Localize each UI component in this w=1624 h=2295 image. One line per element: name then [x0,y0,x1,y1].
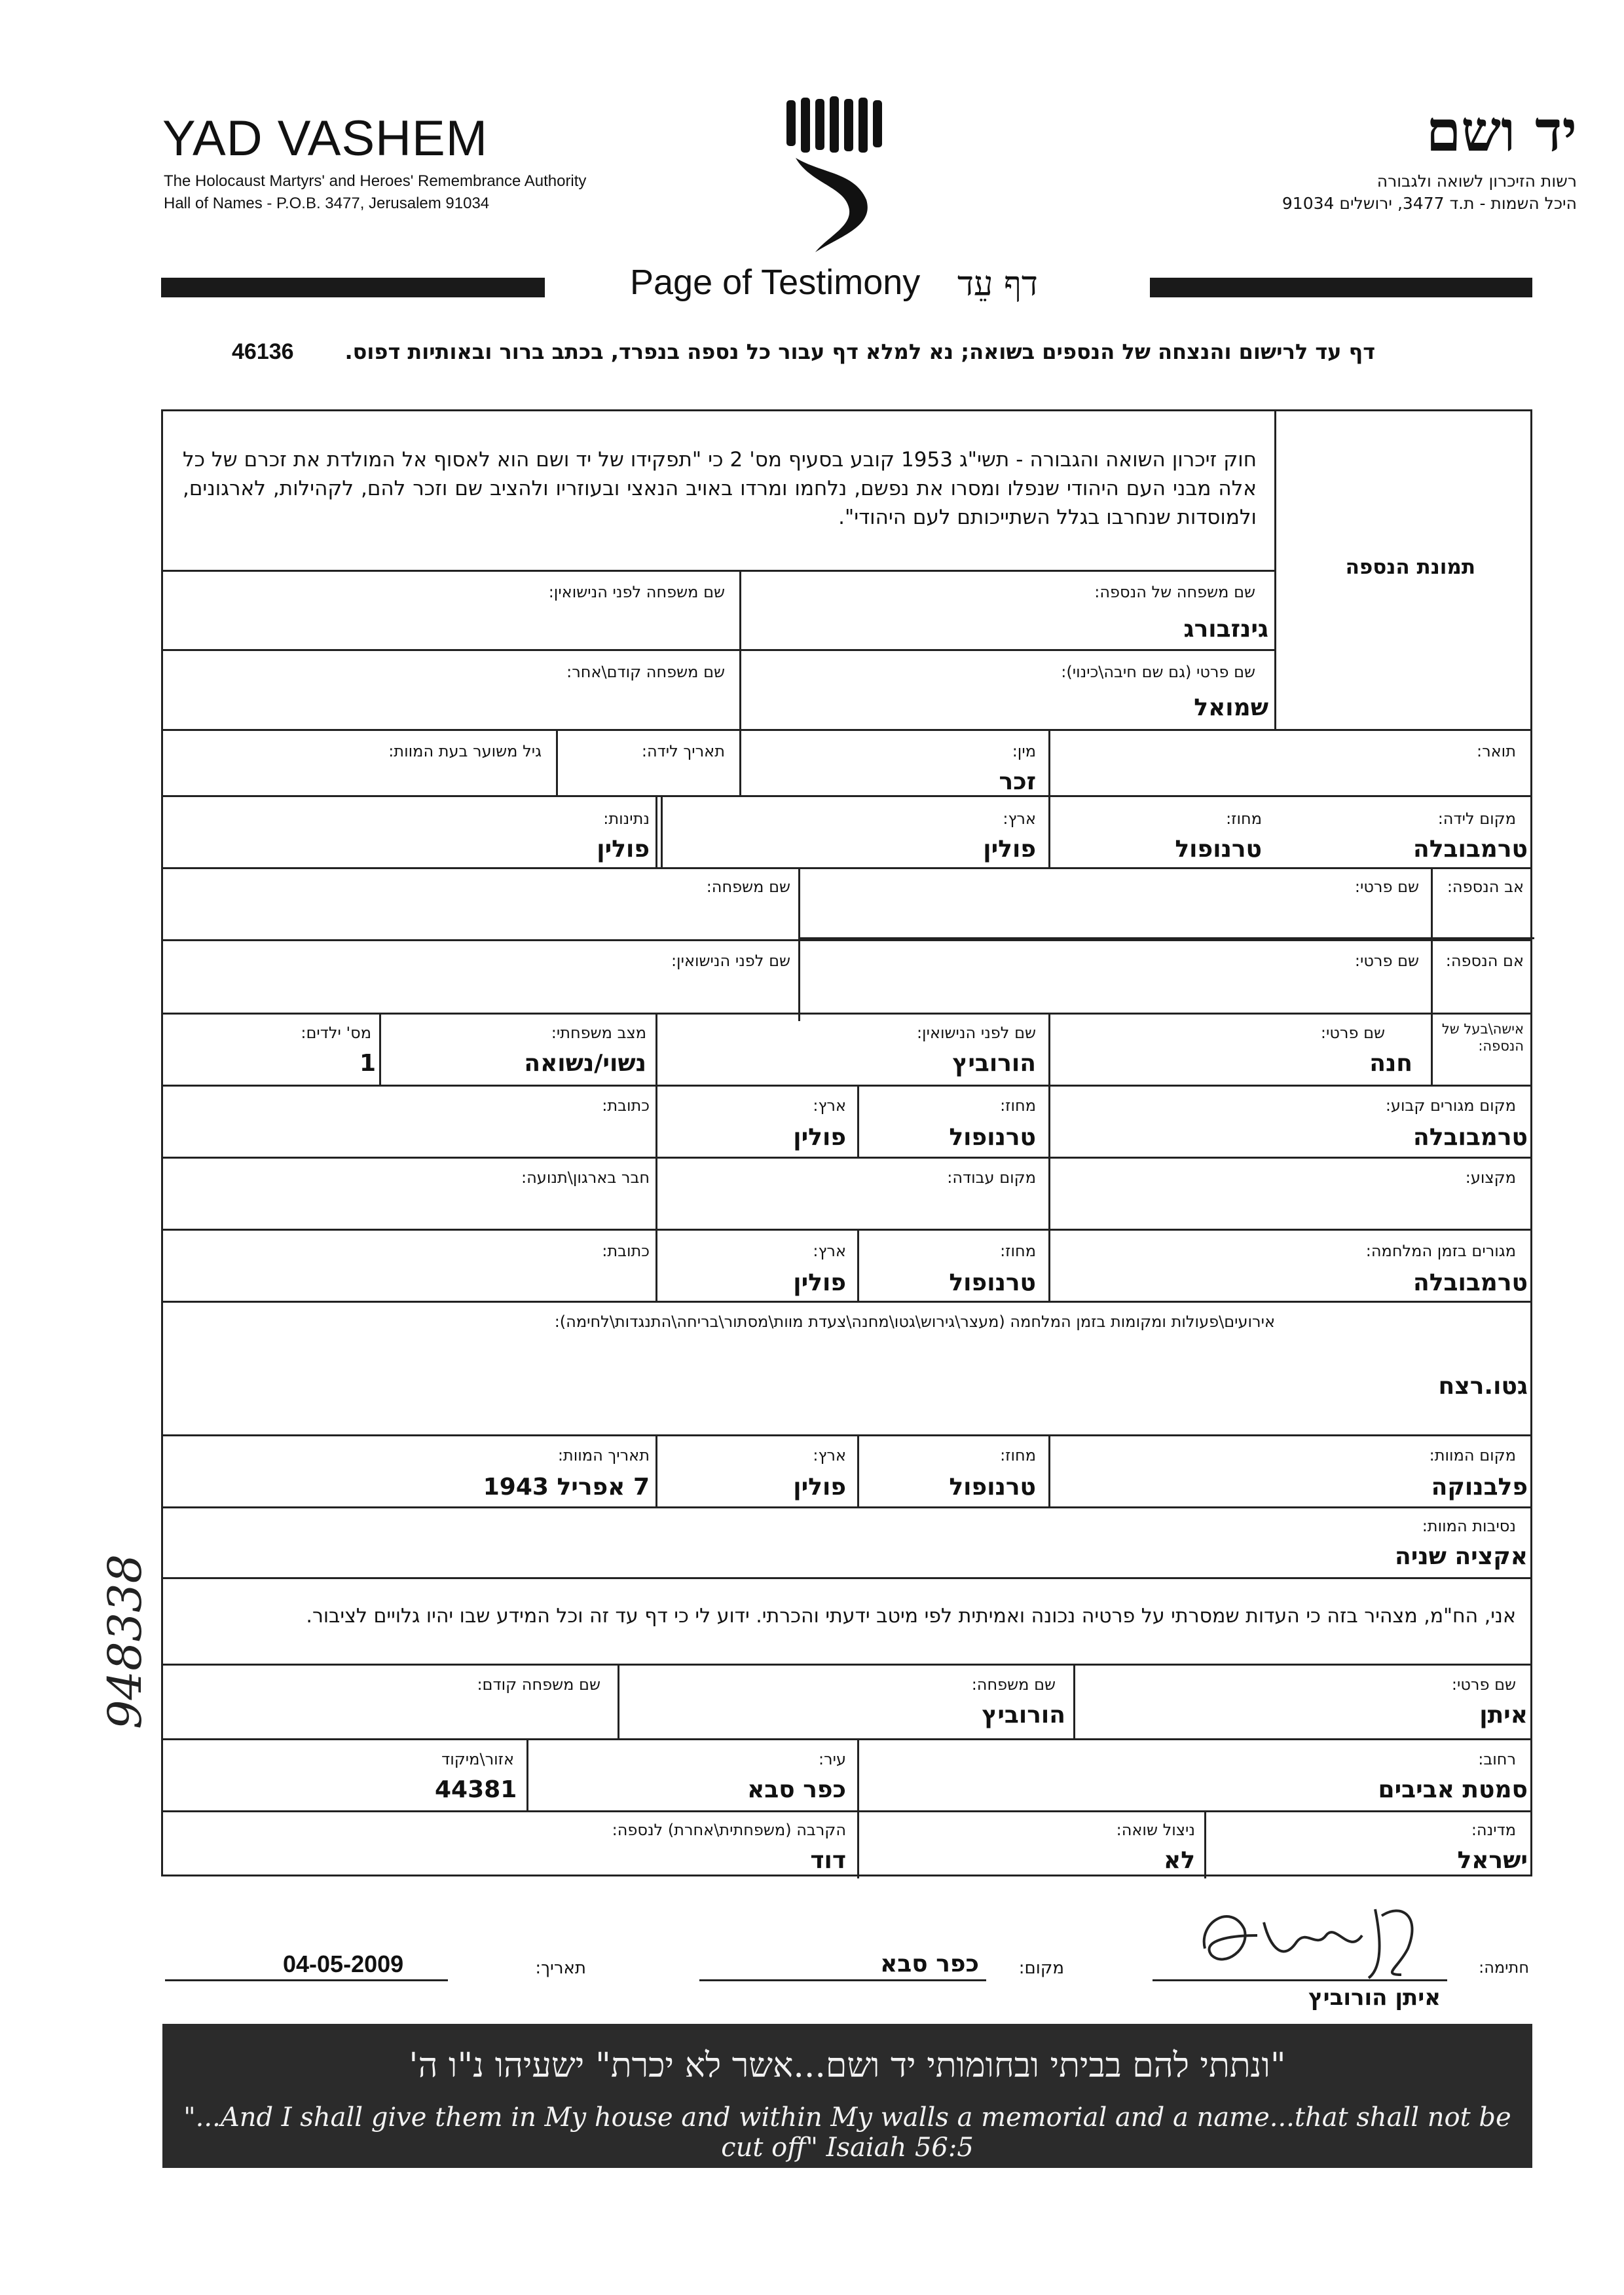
photo-label: תמונת הנספה [1345,555,1475,579]
line [655,1085,657,1301]
photo-divider [1274,411,1276,729]
mother-maiden-label: שם לפני הנישואין: [671,952,790,970]
death-date-label: תאריך המוות: [557,1446,650,1465]
birth-district-value: טרנופול [1175,836,1262,863]
line [163,570,1274,572]
line [163,795,1530,797]
first-name-value: שמואל [1194,694,1268,721]
submitter-city-label: עיר: [818,1750,846,1768]
relation-label: הקרבה (משפחתית\אחרת) לנספה: [612,1821,846,1839]
wartime-country-value: פולין [793,1269,846,1296]
organization-label: חבר בארגון\תנועה: [521,1168,650,1187]
line [163,1301,1530,1303]
line [379,1013,381,1085]
line [1204,1810,1206,1878]
wartime-place-value: טרמבובלה [1413,1269,1528,1296]
birth-date-label: תאריך לידה: [641,742,725,760]
signature-label: חתימה: [1479,1958,1529,1977]
line [1431,867,1433,1021]
org-name-en: YAD VASHEM [162,111,489,166]
birth-place-label: מקום לידה: [1437,810,1516,828]
children-value: 1 [360,1050,377,1077]
survivor-value: לא [1164,1847,1195,1874]
birth-district-label: מחוז: [1226,810,1262,828]
line [526,1738,528,1810]
line [857,1229,859,1301]
line [655,795,657,867]
line [163,1810,1530,1812]
form-number: 46136 [232,339,294,364]
residence-address-label: כתובת: [602,1096,650,1115]
org-line-he-2: היכל השמות - ת.ד 3477, ירושלים 91034 [1282,194,1577,213]
family-name-value: גינזבורג [1183,616,1268,643]
submitter-first-name-label: שם פרטי: [1451,1675,1516,1694]
header-bar-right [1150,278,1532,297]
death-country-label: ארץ: [813,1446,846,1465]
submitter-family-name-value: הורוביץ [982,1702,1065,1728]
submitter-prev-name-label: שם משפחה קודם: [477,1675,600,1694]
line [1048,729,1050,795]
handwritten-signature [1185,1896,1447,1988]
line [618,1664,619,1738]
death-date-value: 7 אפריל 1943 [483,1474,650,1501]
line [163,1157,1530,1159]
line [857,1434,859,1506]
submitter-street-value: סמטת אביבים [1378,1776,1528,1803]
death-circumstances-label: נסיבות המוות: [1422,1517,1516,1535]
org-address-he [1118,170,1577,215]
date-label: תאריך: [535,1958,586,1978]
mother-row-label: אם הנספה: [1445,952,1524,970]
residence-district-value: טרנופול [949,1124,1036,1151]
age-label: גיל משוער בעת המוות: [388,742,542,760]
events-value: גטו.רצח [1438,1373,1528,1400]
gender-value: זכר [999,768,1036,795]
residence-label: מקום מגורים קבוע: [1385,1096,1516,1115]
death-district-value: טרנופול [949,1474,1036,1501]
line [655,1434,657,1506]
survivor-label: ניצול שואה: [1116,1821,1195,1839]
line [163,1013,1530,1015]
line [857,1085,859,1157]
birth-country-label: ארץ: [1003,810,1036,828]
signer-name: איתן הורוביץ [1308,1985,1441,2011]
line [1048,795,1050,867]
date-value: 04-05-2009 [283,1950,404,1977]
maiden-name-label: שם משפחה לפני הנישואין: [548,583,725,601]
line [798,867,800,1021]
birth-country-value: פולין [983,836,1036,863]
quote-banner [162,2024,1532,2168]
line [163,649,1274,651]
marital-status-label: מצב משפחתי: [551,1024,646,1042]
line [857,1738,859,1810]
residence-district-label: מחוז: [1000,1096,1036,1115]
org-name-he: יד ושם [1426,98,1577,164]
birth-place-value: טרמבובלה [1413,836,1528,863]
nationality-value: פולין [597,836,650,863]
org-address-en [164,170,586,215]
line [163,729,1530,731]
org-line-1: The Holocaust Martyrs' and Heroes' Remembrance Authority [164,172,587,190]
death-circumstances-value: אקציה שניה [1394,1543,1528,1570]
line [163,1664,1530,1666]
line [163,867,1530,869]
marital-status-value: נשוי/נשואה [524,1050,646,1077]
org-line-2: Hall of Names - P.O.B. 3477, Jerusalem 91034 [164,195,490,212]
line [556,729,558,795]
header-bar-left [161,278,545,297]
banner-quote-he: "ונתתי להם בביתי ובחומותי יד ושם...אשר לא יכרת" ישעיהו נ"ו ה' [409,2046,1286,2085]
banner-quote-en: "...And I shall give them in My house and within My walls a memorial and a name...that shall not be cut off" Isaiah 56:5 [183,2102,1511,2163]
line [739,729,741,795]
submitter-family-name-label: שם משפחה: [971,1675,1056,1694]
line [163,1738,1530,1740]
death-country-value: פולין [793,1474,846,1501]
line [163,1577,1530,1579]
line [1048,1434,1050,1506]
line [163,1434,1530,1436]
wartime-address-label: כתובת: [602,1242,650,1260]
wartime-place-label: מגורים בזמן המלחמה: [1365,1242,1516,1260]
gender-label: מין: [1012,742,1036,760]
submitter-zip-value: 44381 [435,1776,517,1803]
father-family-name-label: שם משפחה: [706,878,790,896]
prev-name-label: שם משפחה קודם\אחר: [566,663,725,681]
wartime-country-label: ארץ: [813,1242,846,1260]
submitter-first-name-value: איתן [1479,1702,1528,1728]
line [661,795,663,867]
spouse-row-label: אישה\בעל של הנספה: [1441,1021,1524,1054]
place-value: כפר סבא [880,1950,979,1977]
line [655,1013,657,1085]
title-label: תואר: [1477,742,1516,760]
instructions: דף עד לרישום והנצחה של הנספים בשואה; נא למלא דף עבור כל נספה בנפרד, בכתב ברור ובאותיות דפוס. [344,339,1375,364]
line [1048,1085,1050,1301]
line [739,570,741,729]
testimony-form [161,409,1532,1876]
declaration-text: אני, הח"מ, מצהיר בזה כי העדות שמסרתי על פרטיה נכונה ואמיתית לפי מיטב ידעתי והכרתי. ידוע לי כי דף עד זה וכל המידע שבו יהיו גלויים לציבור. [306,1605,1516,1628]
submitter-city-value: כפר סבא [747,1776,846,1803]
residence-country-value: פולין [793,1124,846,1151]
page-title-en: Page of Testimony [630,263,921,302]
death-place-value: פלבנוקה [1431,1474,1528,1501]
page-title-he: דף עֵד [957,265,1038,304]
spouse-maiden-label: שם לפני הנישואין: [916,1024,1036,1042]
spouse-first-name-label: שם פרטי: [1320,1024,1385,1042]
line [163,1085,1530,1087]
archive-number: 948338 [98,1554,152,1729]
date-line [165,1979,448,1981]
residence-country-label: ארץ: [813,1096,846,1115]
line [163,939,1530,941]
children-label: מס' ילדים: [301,1024,371,1042]
wartime-district-value: טרנופול [949,1269,1036,1296]
line [1073,1664,1075,1738]
place-label: מקום: [1018,1958,1064,1978]
wartime-district-label: מחוז: [1000,1242,1036,1260]
submitter-country-value: ישראל [1457,1847,1528,1874]
death-district-label: מחוז: [1000,1446,1036,1465]
spouse-first-name-value: חנה [1369,1050,1412,1077]
workplace-label: מקום עבודה: [947,1168,1036,1187]
submitter-street-label: רחוב: [1478,1750,1516,1768]
events-label: אירועים\פעולות ומקומות בזמן המלחמה (מעצר\גירוש\גטו\מחנה\צעדת מוות\מסתור\בריחה\התנגדות\לחימה): [554,1313,1275,1331]
father-first-name-label: שם פרטי: [1354,878,1419,896]
submitter-country-label: מדינה: [1471,1821,1516,1839]
mother-first-name-label: שם פרטי: [1354,952,1419,970]
line [857,1810,859,1878]
place-line [699,1979,986,1981]
line [1048,1013,1050,1085]
spouse-maiden-value: הורוביץ [952,1050,1036,1077]
first-name-label: שם פרטי (גם שם חיבה\כינוי): [1061,663,1255,681]
relation-value: דוד [810,1847,846,1874]
submitter-zip-label: אזור\מיקוד [441,1750,514,1768]
family-name-label: שם משפחה של הנספה: [1094,583,1255,601]
law-text: חוק זיכרון השואה והגבורה - תשי"ג 1953 קובע בסעיף מס' 2 כי "תפקידו של יד ושם הוא לאסוף אל המולדת את זכרם של כל אלה מבני העם היהודי שנפלו ומסרו את נפשם, נלחמו ומרדו באויב הנאצי ובעוזריו ולהציב שם וזכר להם, לקהילות, לארגונים, ולמוסדות שנחרבו בגלל השתייכותם לעם היהודי". [183,448,1257,529]
death-place-label: מקום המוות: [1429,1446,1516,1465]
residence-value: טרמבובלה [1413,1124,1528,1151]
yad-vashem-logo-icon [783,95,887,259]
profession-label: מקצוע: [1465,1168,1516,1187]
nationality-label: נתינות: [603,810,650,828]
line [163,1229,1530,1231]
father-row-label: אב הנספה: [1447,878,1524,896]
line [163,1506,1530,1508]
org-line-he-1: רשות הזיכרון לשואה ולגבורה [1376,172,1577,191]
